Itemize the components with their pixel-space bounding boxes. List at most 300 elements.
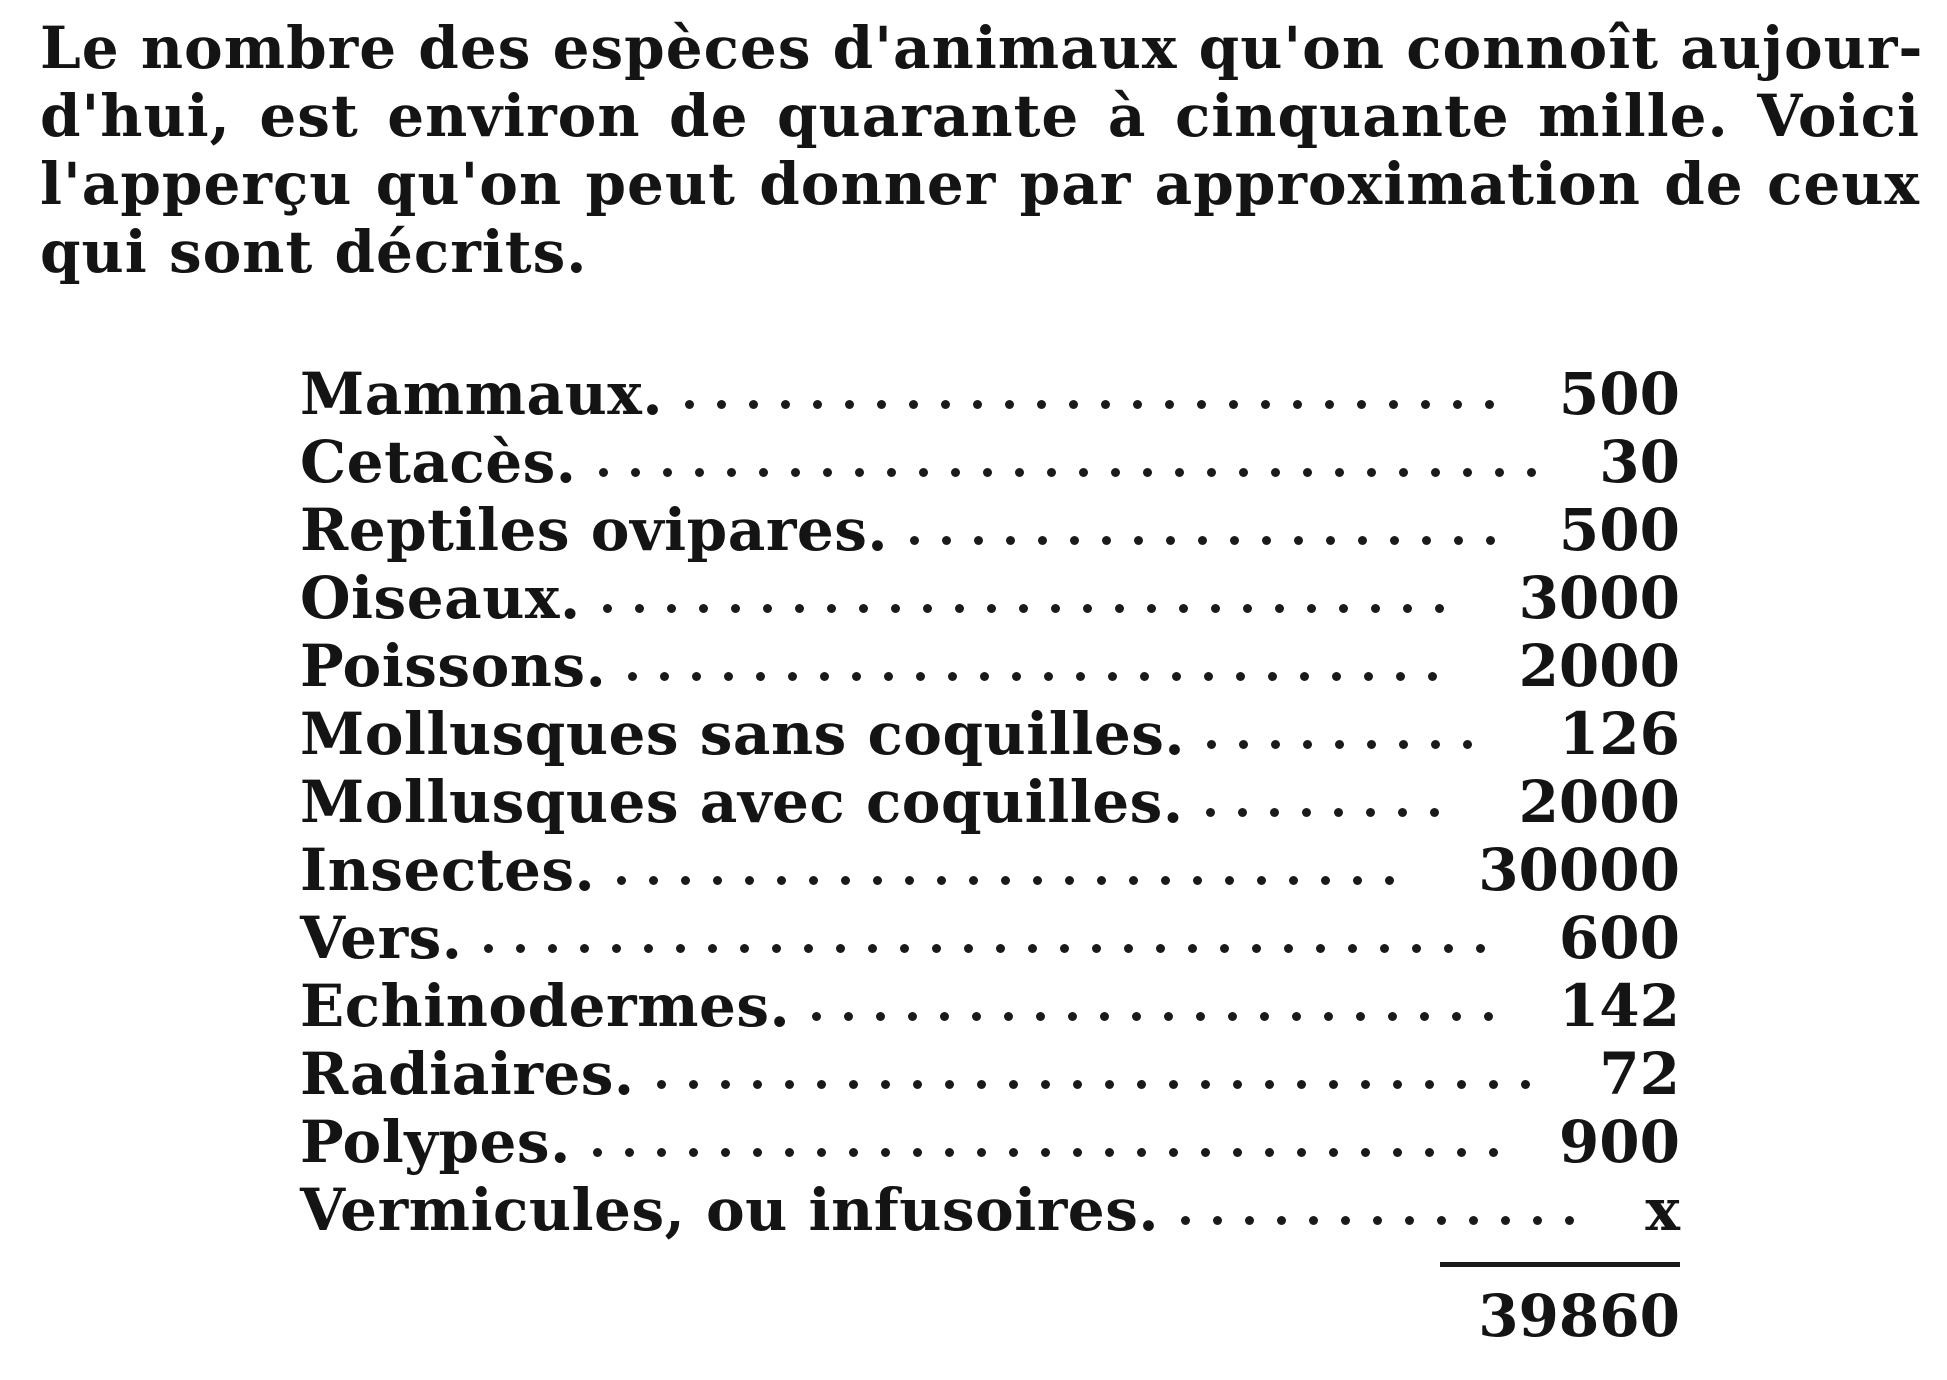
leader-dot — [987, 604, 996, 613]
leader-dot — [1220, 944, 1229, 953]
species-count: 2000 — [1518, 768, 1680, 836]
leader-dot — [667, 604, 676, 613]
sum-rule — [1440, 1262, 1680, 1267]
leader-dot — [1294, 536, 1303, 545]
species-count: 900 — [1558, 1108, 1680, 1176]
leader-dot — [763, 604, 772, 613]
leader-dot — [877, 400, 886, 409]
species-count: 500 — [1558, 496, 1680, 564]
leader-dot — [972, 1012, 981, 1021]
paragraph-line: l'apperçu qu'on peut donner par approximation de ceux — [40, 150, 1920, 218]
leader-dot — [1334, 808, 1343, 817]
leader-dot — [1262, 536, 1271, 545]
leader-dot — [692, 672, 701, 681]
leader-dot — [1303, 468, 1312, 477]
leader-dot — [781, 400, 790, 409]
leader-dot — [1329, 1148, 1338, 1157]
leader-dot — [1420, 1012, 1429, 1021]
leader-dot — [817, 1080, 826, 1089]
leader-dot — [980, 672, 989, 681]
leader-dot — [1435, 604, 1444, 613]
leader-dot — [932, 944, 941, 953]
leader-dot — [813, 400, 822, 409]
species-count: 500 — [1558, 360, 1680, 428]
leader-dot — [1060, 944, 1069, 953]
leader-dot — [1207, 468, 1216, 477]
leader-dot — [1257, 876, 1266, 885]
leader-dot — [1399, 468, 1408, 477]
leader-dot — [820, 672, 829, 681]
leader-dot — [905, 876, 914, 885]
leader-dot — [1316, 944, 1325, 953]
leader-dot — [1201, 1080, 1210, 1089]
leader-dot — [1164, 1012, 1173, 1021]
leader-dot — [1367, 740, 1376, 749]
leader-dot — [1326, 536, 1335, 545]
leader-dot — [1132, 1012, 1141, 1021]
leader-dot — [804, 944, 813, 953]
leader-dot — [1399, 740, 1408, 749]
leader-dot — [1260, 1012, 1269, 1021]
leader-dot — [631, 468, 640, 477]
leader-dot — [919, 468, 928, 477]
leader-dot — [1289, 876, 1298, 885]
leader-dot — [1268, 672, 1277, 681]
leader-dot — [1102, 536, 1111, 545]
leader-dot — [1292, 1012, 1301, 1021]
leader-dot — [909, 400, 918, 409]
leader-dot — [1041, 1148, 1050, 1157]
leader-dot — [612, 944, 621, 953]
leader-dot — [1521, 1080, 1530, 1089]
leader-dot — [1197, 400, 1206, 409]
leader-dot — [699, 604, 708, 613]
leader-dot — [1297, 1148, 1306, 1157]
leader-dot — [1463, 468, 1472, 477]
leader-dot — [1353, 876, 1362, 885]
leader-dot — [1444, 944, 1453, 953]
leader-dot — [1206, 808, 1215, 817]
leader-dot — [1454, 536, 1463, 545]
table-row — [300, 700, 1680, 768]
leader-dot — [1137, 1080, 1146, 1089]
leader-dot — [891, 604, 900, 613]
leader-dot — [823, 468, 832, 477]
leader-dot — [1073, 1080, 1082, 1089]
taxon-name: Mammaux. — [300, 360, 664, 428]
leader-dot — [1238, 808, 1247, 817]
leader-dot — [1245, 1216, 1254, 1225]
leader-dot — [1204, 672, 1213, 681]
leader-dot — [887, 468, 896, 477]
leader-dot — [1380, 944, 1389, 953]
leader-dot — [1463, 740, 1472, 749]
leader-dot — [1388, 1012, 1397, 1021]
leader-dot — [1393, 1080, 1402, 1089]
leader-dot — [1147, 604, 1156, 613]
taxon-name: Mollusques sans coquilles. — [300, 700, 1186, 768]
leader-dot — [1230, 536, 1239, 545]
leader-dot — [913, 1080, 922, 1089]
leader-dot — [852, 672, 861, 681]
leader-dot — [1284, 944, 1293, 953]
leader-dot — [1239, 468, 1248, 477]
leader-dot — [657, 1080, 666, 1089]
leader-dot — [945, 1080, 954, 1089]
leader-dot — [1225, 876, 1234, 885]
leader-dot — [1373, 1216, 1382, 1225]
leader-dot — [1303, 740, 1312, 749]
leader-dot — [942, 536, 951, 545]
leader-dot — [1233, 1148, 1242, 1157]
leader-dot — [772, 944, 781, 953]
leader-dot — [1348, 944, 1357, 953]
leader-dot — [676, 944, 685, 953]
leader-dot — [1083, 604, 1092, 613]
table-row — [300, 564, 1680, 632]
leader-dot — [1396, 672, 1405, 681]
leader-dot — [580, 944, 589, 953]
leader-dot — [1484, 1012, 1493, 1021]
leader-dot — [1229, 400, 1238, 409]
paragraph-line: qui sont décrits. — [40, 218, 588, 286]
leader-dot — [1196, 1012, 1205, 1021]
leader-dot — [1012, 672, 1021, 681]
leader-dot — [1028, 944, 1037, 953]
leader-dot — [788, 672, 797, 681]
leader-dot — [1169, 1148, 1178, 1157]
leader-dot — [1193, 876, 1202, 885]
table-row — [300, 360, 1680, 428]
leader-dot — [916, 672, 925, 681]
leader-dot — [689, 1148, 698, 1157]
leader-dot — [845, 400, 854, 409]
leader-dot — [635, 604, 644, 613]
leader-dot — [1271, 740, 1280, 749]
leader-dot — [940, 1012, 949, 1021]
leader-dot — [859, 604, 868, 613]
leader-dot — [1108, 672, 1117, 681]
species-count: 2000 — [1518, 632, 1680, 700]
leader-dot — [681, 876, 690, 885]
leader-dot — [603, 604, 612, 613]
leader-dot — [1172, 672, 1181, 681]
leader-dot — [740, 944, 749, 953]
leader-dot — [1297, 1080, 1306, 1089]
leader-dot — [969, 876, 978, 885]
leader-dot — [884, 672, 893, 681]
leader-dot — [1019, 604, 1028, 613]
leader-dot — [1469, 1216, 1478, 1225]
leader-dot — [1092, 944, 1101, 953]
leader-dot — [785, 1080, 794, 1089]
dot-leader — [300, 904, 1680, 972]
leader-dot — [1065, 876, 1074, 885]
leader-dot — [1356, 1012, 1365, 1021]
leader-dot — [983, 468, 992, 477]
leader-dot — [1431, 740, 1440, 749]
leader-dot — [1211, 604, 1220, 613]
leader-dot — [713, 876, 722, 885]
leader-dot — [881, 1148, 890, 1157]
leader-dot — [974, 536, 983, 545]
leader-dot — [1357, 400, 1366, 409]
table-row — [300, 632, 1680, 700]
leader-dot — [1169, 1080, 1178, 1089]
leader-dot — [1201, 1148, 1210, 1157]
leader-dot — [910, 536, 919, 545]
leader-dot — [1133, 400, 1142, 409]
leader-dot — [1431, 468, 1440, 477]
leader-dot — [1367, 468, 1376, 477]
leader-dot — [689, 1080, 698, 1089]
taxon-name: Oiseaux. — [300, 564, 581, 632]
leader-dot — [1101, 400, 1110, 409]
leader-dot — [1361, 1080, 1370, 1089]
leader-dot — [900, 944, 909, 953]
leader-dot — [973, 400, 982, 409]
taxon-name: Echinodermes. — [300, 972, 791, 1040]
leader-dot — [1047, 468, 1056, 477]
leader-dot — [1341, 1216, 1350, 1225]
leader-dot — [1437, 1216, 1446, 1225]
leader-dot — [964, 944, 973, 953]
leader-dot — [516, 944, 525, 953]
leader-dot — [1270, 808, 1279, 817]
leader-dot — [1364, 672, 1373, 681]
leader-dot — [1033, 876, 1042, 885]
leader-dot — [1037, 400, 1046, 409]
leader-dot — [1421, 400, 1430, 409]
leader-dot — [1489, 1148, 1498, 1157]
leader-dot — [1422, 536, 1431, 545]
leader-dot — [1335, 740, 1344, 749]
leader-dot — [593, 1148, 602, 1157]
leader-dot — [1277, 1216, 1286, 1225]
leader-dot — [908, 1012, 917, 1021]
leader-dot — [1390, 536, 1399, 545]
leader-dot — [1453, 400, 1462, 409]
leader-dot — [1321, 876, 1330, 885]
leader-dot — [1329, 1080, 1338, 1089]
leader-dot — [1236, 672, 1245, 681]
table-row — [300, 1176, 1680, 1244]
taxon-name: Reptiles ovipares. — [300, 496, 889, 564]
leader-dot — [1476, 944, 1485, 953]
leader-dot — [996, 944, 1005, 953]
leader-dot — [759, 468, 768, 477]
leader-dot — [1115, 604, 1124, 613]
leader-dot — [1428, 672, 1437, 681]
leader-dot — [951, 468, 960, 477]
leader-dot — [657, 1148, 666, 1157]
leader-dot — [1393, 1148, 1402, 1157]
leader-dot — [663, 468, 672, 477]
leader-dot — [708, 944, 717, 953]
leader-dot — [548, 944, 557, 953]
leader-dot — [1457, 1148, 1466, 1157]
leader-dot — [1385, 876, 1394, 885]
leader-dot — [1358, 536, 1367, 545]
table-row — [300, 428, 1680, 496]
species-count: 126 — [1558, 700, 1680, 768]
leader-dot — [1015, 468, 1024, 477]
leader-dot — [1302, 808, 1311, 817]
leader-dot — [937, 876, 946, 885]
leader-dot — [628, 672, 637, 681]
leader-dot — [1309, 1216, 1318, 1225]
leader-dot — [1361, 1148, 1370, 1157]
leader-dot — [1137, 1148, 1146, 1157]
leader-dot — [1161, 876, 1170, 885]
leader-dot — [1036, 1012, 1045, 1021]
leader-dot — [809, 876, 818, 885]
leader-dot — [1097, 876, 1106, 885]
leader-dot — [1198, 536, 1207, 545]
leader-dot — [1006, 536, 1015, 545]
leader-dot — [1105, 1148, 1114, 1157]
leader-dot — [721, 1080, 730, 1089]
leader-dot — [753, 1080, 762, 1089]
leader-dot — [913, 1148, 922, 1157]
leader-dot — [1565, 1216, 1574, 1225]
leader-dot — [749, 400, 758, 409]
table-row — [300, 496, 1680, 564]
leader-dot — [1009, 1148, 1018, 1157]
leader-dot — [721, 1148, 730, 1157]
leader-dot — [685, 400, 694, 409]
leader-dot — [599, 468, 608, 477]
leader-dot — [1166, 536, 1175, 545]
leader-dot — [1070, 536, 1079, 545]
table-row — [300, 1108, 1680, 1176]
leader-dot — [1143, 468, 1152, 477]
paragraph-line: d'hui, est environ de quarante à cinquante mille. Voici — [40, 82, 1920, 150]
leader-dot — [1307, 604, 1316, 613]
leader-dot — [1300, 672, 1309, 681]
leader-dot — [1181, 1216, 1190, 1225]
leader-dot — [873, 876, 882, 885]
leader-dot — [1265, 1080, 1274, 1089]
leader-dot — [817, 1148, 826, 1157]
leader-dot — [1501, 1216, 1510, 1225]
leader-dot — [955, 604, 964, 613]
leader-dot — [1366, 808, 1375, 817]
leader-dot — [1165, 400, 1174, 409]
species-count: 142 — [1558, 972, 1680, 1040]
leader-dot — [717, 400, 726, 409]
leader-dot — [756, 672, 765, 681]
leader-dot — [1452, 1012, 1461, 1021]
leader-dot — [724, 672, 733, 681]
leader-dot — [1457, 1080, 1466, 1089]
leader-dot — [1239, 740, 1248, 749]
leader-dot — [649, 876, 658, 885]
leader-dot — [617, 876, 626, 885]
leader-dot — [785, 1148, 794, 1157]
leader-dot — [1005, 400, 1014, 409]
leader-dot — [1129, 876, 1138, 885]
leader-dot — [484, 944, 493, 953]
leader-dot — [1233, 1080, 1242, 1089]
leader-dot — [1243, 604, 1252, 613]
leader-dot — [1335, 468, 1344, 477]
leader-dot — [1038, 536, 1047, 545]
leader-dot — [1486, 536, 1495, 545]
table-row — [300, 1040, 1680, 1108]
leader-dot — [977, 1080, 986, 1089]
leader-dot — [1533, 1216, 1542, 1225]
leader-dot — [1105, 1080, 1114, 1089]
leader-dot — [844, 1012, 853, 1021]
species-count: x — [1645, 1176, 1680, 1244]
leader-dot — [1124, 944, 1133, 953]
leader-dot — [777, 876, 786, 885]
leader-dot — [1073, 1148, 1082, 1157]
leader-dot — [625, 1148, 634, 1157]
species-count: 72 — [1599, 1040, 1680, 1108]
taxon-name: Vers. — [300, 904, 463, 972]
species-count: 600 — [1558, 904, 1680, 972]
leader-dot — [1188, 944, 1197, 953]
leader-dot — [753, 1148, 762, 1157]
leader-dot — [1044, 672, 1053, 681]
leader-dot — [1041, 1080, 1050, 1089]
leader-dot — [1271, 468, 1280, 477]
leader-dot — [841, 876, 850, 885]
table-row — [300, 836, 1680, 904]
leader-dot — [945, 1148, 954, 1157]
leader-dot — [660, 672, 669, 681]
total-count: 39860 — [1478, 1282, 1680, 1350]
taxon-name: Polypes. — [300, 1108, 571, 1176]
leader-dot — [1001, 876, 1010, 885]
species-count: 30 — [1599, 428, 1680, 496]
leader-dot — [1156, 944, 1165, 953]
leader-dot — [881, 1080, 890, 1089]
taxon-name: Mollusques avec coquilles. — [300, 768, 1184, 836]
leader-dot — [836, 944, 845, 953]
table-row — [300, 768, 1680, 836]
leader-dot — [1213, 1216, 1222, 1225]
taxon-name: Radiaires. — [300, 1040, 635, 1108]
leader-dot — [1325, 400, 1334, 409]
leader-dot — [1339, 604, 1348, 613]
species-count: 30000 — [1478, 836, 1680, 904]
leader-dot — [1004, 1012, 1013, 1021]
leader-dot — [644, 944, 653, 953]
leader-dot — [1179, 604, 1188, 613]
leader-dot — [1069, 400, 1078, 409]
leader-dot — [791, 468, 800, 477]
leader-dot — [1252, 944, 1261, 953]
leader-dot — [1403, 604, 1412, 613]
leader-dot — [827, 604, 836, 613]
leader-dot — [731, 604, 740, 613]
paragraph-line: Le nombre des espèces d'animaux qu'on connoît aujour- — [40, 14, 1924, 82]
leader-dot — [868, 944, 877, 953]
leader-dot — [941, 400, 950, 409]
leader-dot — [1485, 400, 1494, 409]
leader-dot — [1076, 672, 1085, 681]
leader-dot — [1293, 400, 1302, 409]
taxon-name: Cetacès. — [300, 428, 577, 496]
leader-dot — [1068, 1012, 1077, 1021]
leader-dot — [923, 604, 932, 613]
leader-dot — [948, 672, 957, 681]
taxon-name: Poissons. — [300, 632, 607, 700]
taxon-name: Insectes. — [300, 836, 596, 904]
